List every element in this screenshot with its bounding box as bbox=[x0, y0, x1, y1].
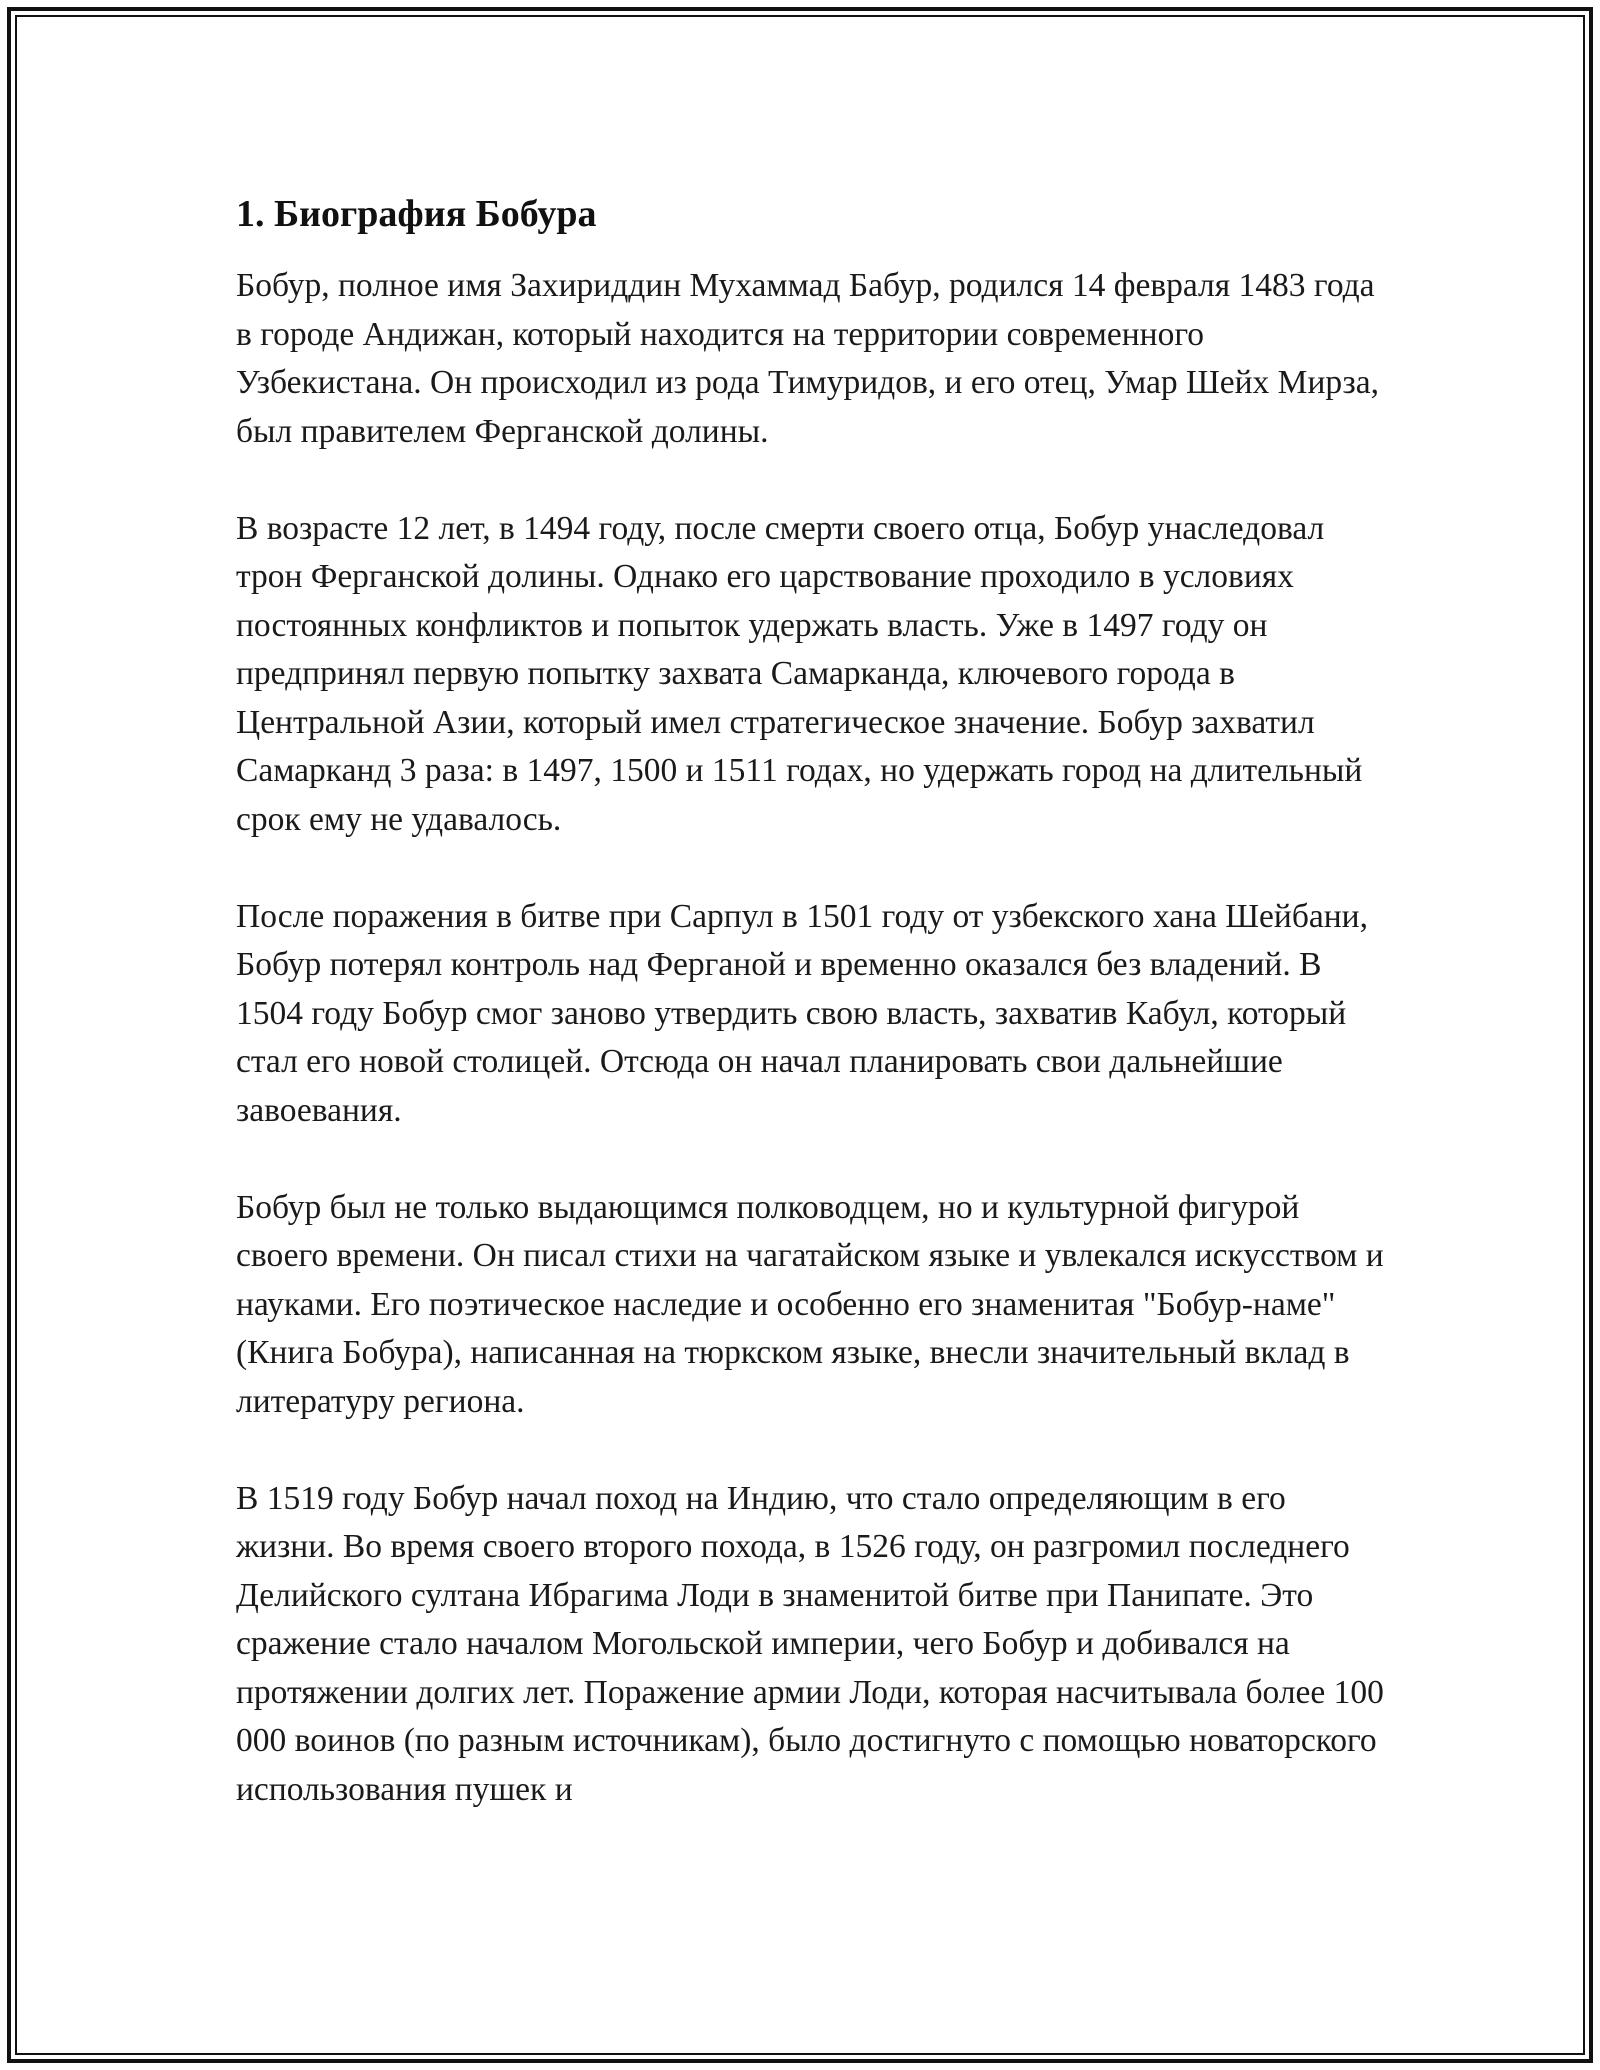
document-body bbox=[236, 186, 1386, 1814]
section-heading: 1. Биография Бобура bbox=[236, 193, 597, 235]
paragraph-3: После поражения в битве при Сарпул в 1501 году от узбекского хана Шейбани, Бобур потерял контроль над Ферганой и временно оказался без владений. В 1504 году Бобур смог заново утвердить свою власть, захватив Кабул, который стал его новой столицей. Отсюда он начал планировать свои дальнейшие завоевания. bbox=[236, 897, 1368, 1129]
paragraph-4: Бобур был не только выдающимся полководцем, но и культурной фигурой своего времени. Он писал стихи на чагатайском языке и увлекался искусством и науками. Его поэтическое наследие и особенно его знаменитая "Бобур-наме" (Книга Бобура), написанная на тюркском языке, внесли значительный вклад в литературу региона. bbox=[236, 1188, 1384, 1420]
paragraph-1: Бобур, полное имя Захириддин Мухаммад Бабур, родился 14 февраля 1483 года в городе Андижан, который находится на территории современного Узбекистана. Он происходил из рода Тимуридов, и его отец, Умар Шейх Мирза, был правителем Ферганской долины. bbox=[236, 267, 1380, 450]
paragraph-5: В 1519 году Бобур начал поход на Индию, что стало определяющим в его жизни. Во время своего второго похода, в 1526 году, он разгромил последнего Делийского султана Ибрагима Лоди в знаменитой битве при Панипате. Это сражение стало началом Могольской империи, чего Бобур и добивался на протяжении долгих лет. Поражение армии Лоди, которая насчитывала более 100 000 воинов (по разным источникам), было достигнуто с помощью новаторского использования пушек и bbox=[236, 1479, 1384, 1808]
paragraph-2: В возрасте 12 лет, в 1494 году, после смерти своего отца, Бобур унаследовал трон Ферганской долины. Однако его царствование проходило в условиях постоянных конфликтов и попыток удержать власть. Уже в 1497 году он предпринял первую попытку захвата Самарканда, ключевого города в Центральной Азии, который имел стратегическое значение. Бобур захватил Самарканд 3 раза: в 1497, 1500 и 1511 годах, но удержать город на длительный срок ему не удавалось. bbox=[236, 509, 1363, 838]
